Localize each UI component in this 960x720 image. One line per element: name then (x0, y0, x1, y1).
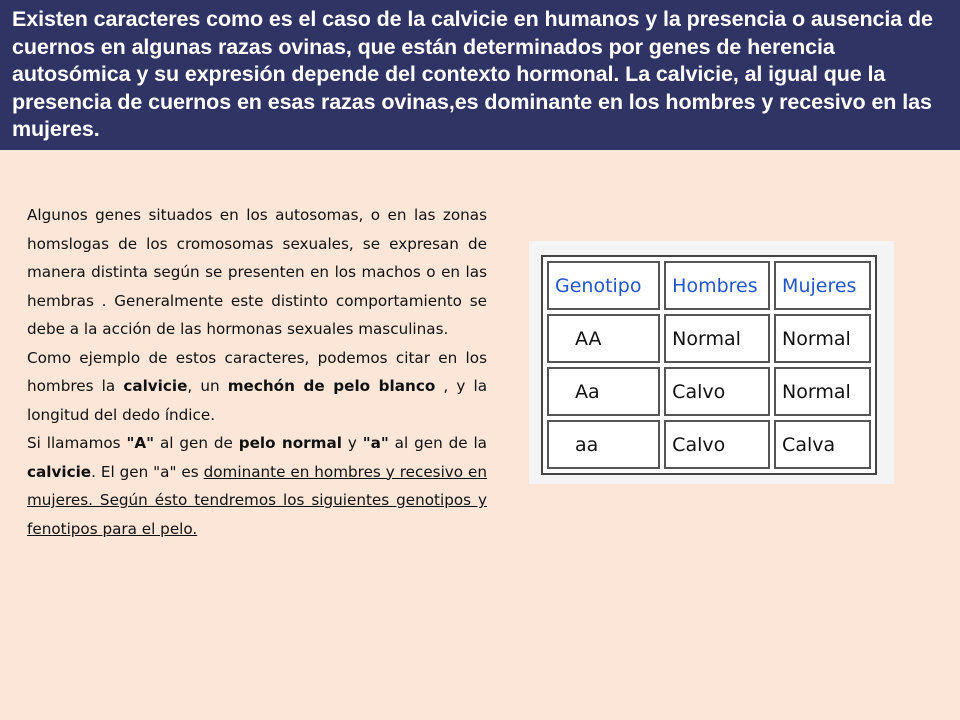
genotype-table (541, 255, 877, 475)
paragraph-3 (27, 429, 487, 543)
cell-mujeres: Calva (774, 420, 871, 469)
p3-calvicie: calvicie (27, 462, 92, 481)
cell-hombres: Calvo (664, 420, 770, 469)
cell-mujeres: Normal (774, 314, 871, 363)
p3-text-g: al gen de la (388, 434, 487, 452)
genotype-table-image (529, 241, 894, 484)
cell-genotype: Aa (547, 367, 660, 416)
p2-calvicie: calvicie (123, 377, 188, 395)
cell-hombres: Calvo (664, 367, 770, 416)
paragraph-1: Algunos genes situados en los autosomas, o en las zonas homslogas de los cromosomas sexuales, se expresan de manera distinta según se presenten en los machos o en las hembras . Generalmente este distinto comportamiento se debe a la acción de las hormonas sexuales masculinas. (27, 206, 487, 338)
title-text: Existen caracteres como es el caso de la calvicie en humanos y la presencia o ausencia de cuernos en algunas razas ovinas, que están determinados por genes de herencia autosómica y su expresión depende del contexto hormonal. La calvicie, al igual que la presencia de cuernos en esas razas ovinas,es dominante en los hombres y recesivo en las mujeres. (12, 7, 933, 141)
cell-genotype: AA (547, 314, 660, 363)
paragraph-2 (27, 344, 487, 430)
p2-text-a: Como ejemplo de estos caracteres, podemos citar en los hombres la (27, 348, 487, 395)
p3-text-i: . El gen "a" es (91, 462, 204, 481)
header-hombres: Hombres (664, 261, 770, 310)
cell-genotype: aa (547, 420, 660, 469)
body-text (27, 201, 487, 543)
p3-underlined: dominante en hombres y recesivo en mujeres. Según ésto tendremos los siguientes genotipos y fenotipos para el pelo. (27, 462, 487, 538)
header-genotipo: Genotipo (547, 261, 660, 310)
table-row (547, 314, 871, 363)
cell-mujeres: Normal (774, 367, 871, 416)
p3-gene-A: "A" (126, 434, 155, 452)
p3-gene-a: "a" (362, 434, 389, 452)
p2-mechon: mechón de pelo blanco (227, 377, 436, 395)
p2-text-c: , un (187, 377, 228, 395)
table-header-row (547, 261, 871, 310)
p2-text-e: , y la longitud del dedo índice. (27, 377, 488, 424)
header-mujeres: Mujeres (774, 261, 871, 310)
p3-text-a: Si llamamos (27, 434, 127, 452)
title-banner (0, 0, 960, 150)
p3-text-c: al gen de (154, 434, 239, 452)
cell-hombres: Normal (664, 314, 770, 363)
p3-text-e: y (341, 434, 363, 452)
p3-pelo-normal: pelo normal (238, 434, 342, 452)
table-row (547, 367, 871, 416)
table-row (547, 420, 871, 469)
